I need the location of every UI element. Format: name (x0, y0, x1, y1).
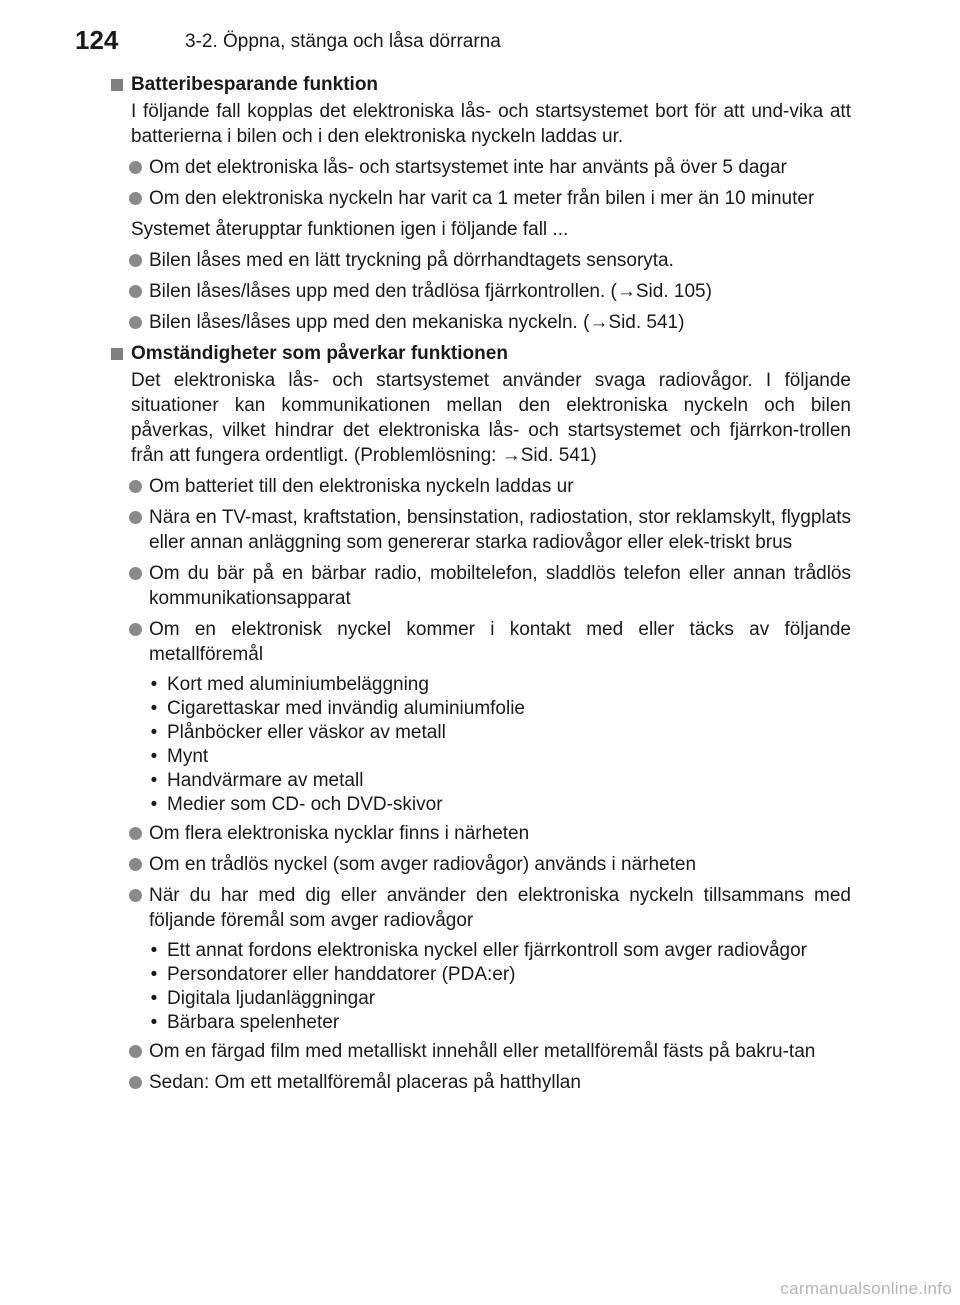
circle-bullet-icon (129, 567, 142, 580)
list-item (111, 505, 851, 555)
list-item (111, 474, 851, 499)
sub-list-item (111, 987, 851, 1011)
sub-list-item (111, 1011, 851, 1035)
list-item-text: Nära en TV-mast, kraftstation, bensinstation, radiostation, stor reklamskylt, flygplats eller annan anläggning som genererar starka radiovågor eller elek-triskt brus (149, 507, 851, 553)
list-item (111, 1070, 851, 1095)
circle-bullet-icon (129, 161, 142, 174)
dot-bullet-icon: • (150, 988, 158, 1009)
circle-bullet-icon (129, 858, 142, 871)
square-bullet-icon (111, 348, 123, 360)
section-heading (111, 72, 851, 97)
sub-list-item (111, 769, 851, 793)
sub-list-item (111, 745, 851, 769)
section-heading-text: Batteribesparande funktion (131, 74, 379, 95)
paragraph: Det elektroniska lås- och startsystemet använder svaga radiovågor. I följande situationer kan kommunikationen mellan den elektroniska nyckeln och bilen påverkas, vilket hindrar det elektroniska lås- och startsystemet och fjärrkon-trollen från att fungera ordentligt. (Problemlösning: →Sid. 541) (131, 370, 851, 466)
sub-list-item-text: Handvärmare av metall (167, 770, 364, 791)
dot-bullet-icon: • (150, 722, 158, 743)
sub-list-item-text: Cigarettaskar med invändig aluminiumfolie (167, 698, 526, 719)
sub-list-item (111, 673, 851, 697)
list-item (111, 852, 851, 877)
square-bullet-icon (111, 79, 123, 91)
list-item (111, 883, 851, 933)
sub-list-item (111, 793, 851, 817)
sub-list-item-text: Persondatorer eller handdatorer (PDA:er) (167, 964, 516, 985)
sub-list-item-text: Medier som CD- och DVD-skivor (167, 794, 443, 815)
sub-list-item-text: Kort med aluminiumbeläggning (167, 674, 429, 695)
list-item-text: Bilen låses/låses upp med den trådlösa fjärrkontrollen. (→Sid. 105) (149, 281, 712, 302)
list-item-text: Om en färgad film med metalliskt innehåll eller metallföremål fästs på bakru-tan (149, 1041, 816, 1062)
dot-bullet-icon: • (150, 674, 158, 695)
list-item-text: Om en elektronisk nyckel kommer i kontakt med eller täcks av följande metallföremål (149, 619, 851, 665)
sub-list-item-text: Mynt (167, 746, 209, 767)
list-item (111, 279, 851, 304)
dot-bullet-icon: • (150, 794, 158, 815)
circle-bullet-icon (129, 1045, 142, 1058)
list-item-text: Om den elektroniska nyckeln har varit ca 1 meter från bilen i mer än 10 minuter (149, 188, 815, 209)
circle-bullet-icon (129, 316, 142, 329)
paragraph: I följande fall kopplas det elektroniska lås- och startsystemet bort för att und-vika att batterierna i bilen och i den elektroniska nyckeln laddas ur. (131, 101, 851, 147)
circle-bullet-icon (129, 889, 142, 902)
list-item (111, 1039, 851, 1064)
dot-bullet-icon: • (150, 1012, 158, 1033)
list-item-text: Bilen låses/låses upp med den mekaniska nyckeln. (→Sid. 541) (149, 312, 685, 333)
list-item (111, 561, 851, 611)
circle-bullet-icon (129, 192, 142, 205)
sub-list-item-text: Bärbara spelenheter (167, 1012, 340, 1033)
sub-list-item (111, 963, 851, 987)
list-item (111, 248, 851, 273)
circle-bullet-icon (129, 511, 142, 524)
list-item-text: Bilen låses med en lätt tryckning på dörrhandtagets sensoryta. (149, 250, 674, 271)
sub-list-item-text: Digitala ljudanläggningar (167, 988, 376, 1009)
list-item-text: Om en trådlös nyckel (som avger radiovågor) används i närheten (149, 854, 697, 875)
page-content (111, 72, 851, 1101)
dot-bullet-icon: • (150, 964, 158, 985)
list-item-text: Om flera elektroniska nycklar finns i närheten (149, 823, 530, 844)
list-item-text: Om batteriet till den elektroniska nyckeln laddas ur (149, 476, 574, 497)
sub-list-item-text: Plånböcker eller väskor av metall (167, 722, 446, 743)
list-item (111, 821, 851, 846)
paragraph: Systemet återupptar funktionen igen i följande fall ... (131, 219, 569, 240)
section-heading-text: Omständigheter som påverkar funktionen (131, 343, 508, 364)
sub-list (111, 939, 851, 1035)
sub-list-item-text: Ett annat fordons elektroniska nyckel eller fjärrkontroll som avger radiovågor (167, 940, 807, 961)
list-item-text: När du har med dig eller använder den elektroniska nyckeln tillsammans med följande föremål som avger radiovågor (149, 885, 851, 931)
list-item (111, 310, 851, 335)
sub-list-item (111, 697, 851, 721)
list-item (111, 617, 851, 667)
page-number: 124 (75, 25, 119, 55)
sub-list (111, 673, 851, 817)
circle-bullet-icon (129, 827, 142, 840)
circle-bullet-icon (129, 1076, 142, 1089)
list-item-text: Om du bär på en bärbar radio, mobiltelefon, sladdlös telefon eller annan trådlös kommunikationsapparat (149, 563, 851, 609)
chapter-title: 3-2. Öppna, stänga och låsa dörrarna (185, 31, 501, 52)
sub-list-item (111, 721, 851, 745)
dot-bullet-icon: • (150, 940, 158, 961)
list-item (111, 186, 851, 211)
list-item (111, 155, 851, 180)
circle-bullet-icon (129, 285, 142, 298)
circle-bullet-icon (129, 623, 142, 636)
dot-bullet-icon: • (150, 746, 158, 767)
sub-list-item (111, 939, 851, 963)
section-heading (111, 341, 851, 366)
circle-bullet-icon (129, 480, 142, 493)
circle-bullet-icon (129, 254, 142, 267)
dot-bullet-icon: • (150, 698, 158, 719)
list-item-text: Sedan: Om ett metallföremål placeras på hatthyllan (149, 1072, 581, 1093)
list-item-text: Om det elektroniska lås- och startsystemet inte har använts på över 5 dagar (149, 157, 787, 178)
watermark: carmanualsonline.info (780, 1279, 952, 1298)
dot-bullet-icon: • (150, 770, 158, 791)
